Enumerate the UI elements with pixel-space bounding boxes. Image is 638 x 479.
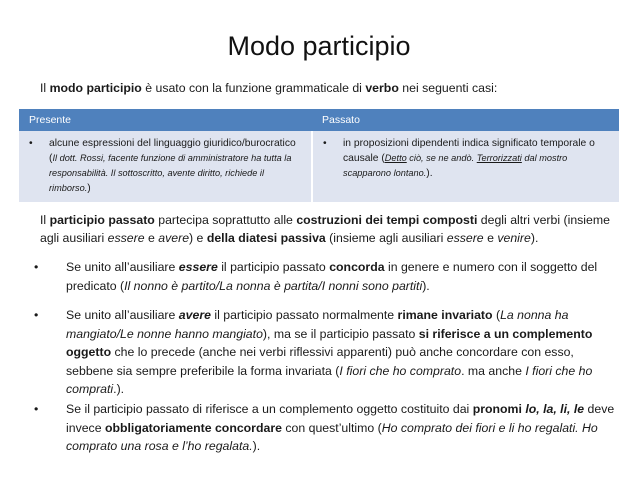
page-title: Modo participio <box>227 31 411 61</box>
participio-passato-paragraph: Il participio passato partecipa soprattutto alle costruzioni dei tempi composti degli altri verbi (insieme agli ausiliari essere e avere) e della diatesi passiva (insieme agli ausiliari essere e venire). <box>40 213 610 245</box>
bullet-marker: • <box>323 138 327 149</box>
header-passato: Passato <box>312 109 619 131</box>
bullet-text-essere: Se unito all’ausiliare essere il participio passato concorda in genere e numero con il soggetto del predicato (Il nonno è partito/La nonna è partita/I nonni sono partiti). <box>66 260 598 293</box>
bullet-marker: • <box>29 138 33 149</box>
bullet-marker: • <box>34 260 39 274</box>
list-item <box>34 400 624 456</box>
bullet-text-avere: Se unito all’ausiliare avere il participio passato normalmente rimane invariato (La nonna ha mangiato/Le nonne hanno mangiato), ma se il participio passato si riferisce a un complemento oggetto che lo precede (anche nei verbi riflessivi apparenti) può anche concordare con esso, sebbene sia sempre preferibile la forma invariata (I fiori che ho comprato. ma anche I fiori che ho comprati.). <box>66 308 593 396</box>
cell-presente <box>19 131 312 202</box>
presente-text: alcune espressioni del linguaggio giuridico/burocratico (Il dott. Rossi, facente funzione di amministratore ha tutta la responsabilità. Il sottoscritto, avente diritto, richiede il rimborso.) <box>49 138 296 194</box>
header-presente: Presente <box>19 109 312 131</box>
bullet-marker: • <box>34 402 39 416</box>
bullet-marker: • <box>34 308 39 322</box>
list-item <box>34 258 624 295</box>
table-header-row <box>19 109 619 131</box>
cell-passato <box>312 131 619 202</box>
passato-text: in proposizioni dipendenti indica significato temporale o causale (Detto ciò, se ne andò. Terrorizzati dal mostro scapparono lontano.). <box>343 138 595 179</box>
table-row <box>19 131 619 202</box>
usage-table <box>19 109 619 202</box>
list-item <box>34 306 624 399</box>
intro-text: Il modo participio è usato con la funzione grammaticale di verbo nei seguenti casi: <box>40 81 498 95</box>
bullet-text-pronomi: Se il participio passato di riferisce a un complemento oggetto costituito dai pronomi lo, la, li, le deve invece obbligatoriamente concordare con quest’ultimo (Ho comprato dei fiori e li ho regalati. Ho comprato una rosa e l’ho regalata.). <box>66 402 615 453</box>
